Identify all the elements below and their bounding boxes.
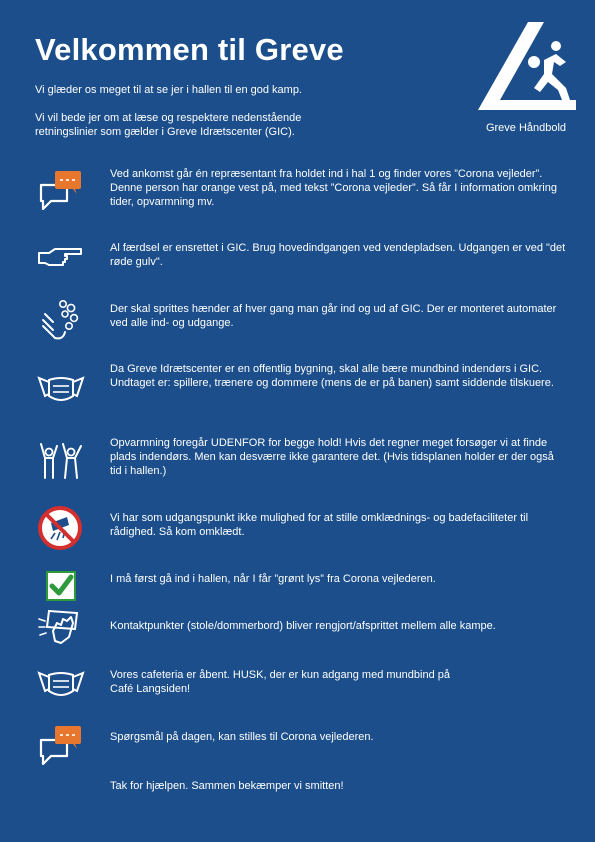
face-mask-icon: [35, 659, 85, 709]
intro-guidelines-text: Vi vil bede jer om at læse og respektere nedenstående retningslinier som gælder i Greve Idrætscenter (GIC).: [35, 112, 302, 138]
rule-text: Spørgsmål på dagen, kan stilles til Corona vejlederen.: [110, 731, 374, 743]
rule-text: Al færdsel er ensrettet i GIC. Brug hovedindgangen ved vendepladsen. Udgangen er ved "det røde gulv".: [110, 242, 566, 268]
no-shower-icon: [35, 503, 85, 553]
logo-text: Greve Håndbold: [485, 122, 567, 134]
rule-text: Der skal sprittes hænder af hver gang man går ind og ud af GIC. Der er monteret automater ved alle ind- og udgange.: [110, 303, 557, 329]
rule-text: Da Greve Idrætscenter er en offentlig bygning, skal alle bære mundbind indendørs i GIC. Undtaget er: spillere, trænere og dommere (mens de er på banen) samt siddende tilskuere.: [110, 363, 554, 389]
face-mask-icon: [35, 364, 85, 414]
rule-text: Opvarmning foregår UDENFOR for begge hold! Hvis det regner meget forsøger vi at finde plads indendørs. Men kan desværre ikke garantere det. (Hvis tidsplanen holder er der også tid i hallen.): [110, 437, 554, 477]
rule-text: Vores cafeteria er åbent. HUSK, der er kun adgang med mundbind på Café Langsiden!: [110, 669, 450, 695]
rule-text: Vi har som udgangspunkt ikke mulighed for at stille omklædnings- og badefaciliteter til rådighed. Så kom omklædt.: [110, 512, 529, 538]
chat-bubble-icon: [35, 165, 85, 215]
rule-text: I må først gå ind i hallen, når I får ”grønt lys” fra Corona vejlederen.: [110, 573, 436, 585]
chat-bubble-icon: [35, 720, 85, 770]
page-title: Velkommen til Greve: [35, 32, 344, 67]
closing-text: Tak for hjælpen. Sammen bekæmper vi smitten!: [110, 780, 344, 792]
greve-handbold-logo: [470, 18, 582, 138]
hand-sanitizer-icon: [35, 296, 85, 346]
pointing-hand-icon: [35, 233, 85, 283]
intro-text: Vi glæder os meget til at se jer i hallen til en god kamp.: [35, 84, 302, 96]
rule-text: Ved ankomst går én repræsentant fra holdet ind i hal 1 og finder vores ”Corona vejleder”. Denne person har orange vest på, med tekst ”Corona vejleder”. Så får I information omkring tider, opvarmning mv.: [110, 168, 557, 208]
cheering-people-icon: [35, 438, 85, 488]
cleaning-hand-icon: [35, 603, 85, 653]
rule-text: Kontaktpunkter (stole/dommerbord) bliver rengjort/afsprittet mellem alle kampe.: [110, 620, 496, 632]
